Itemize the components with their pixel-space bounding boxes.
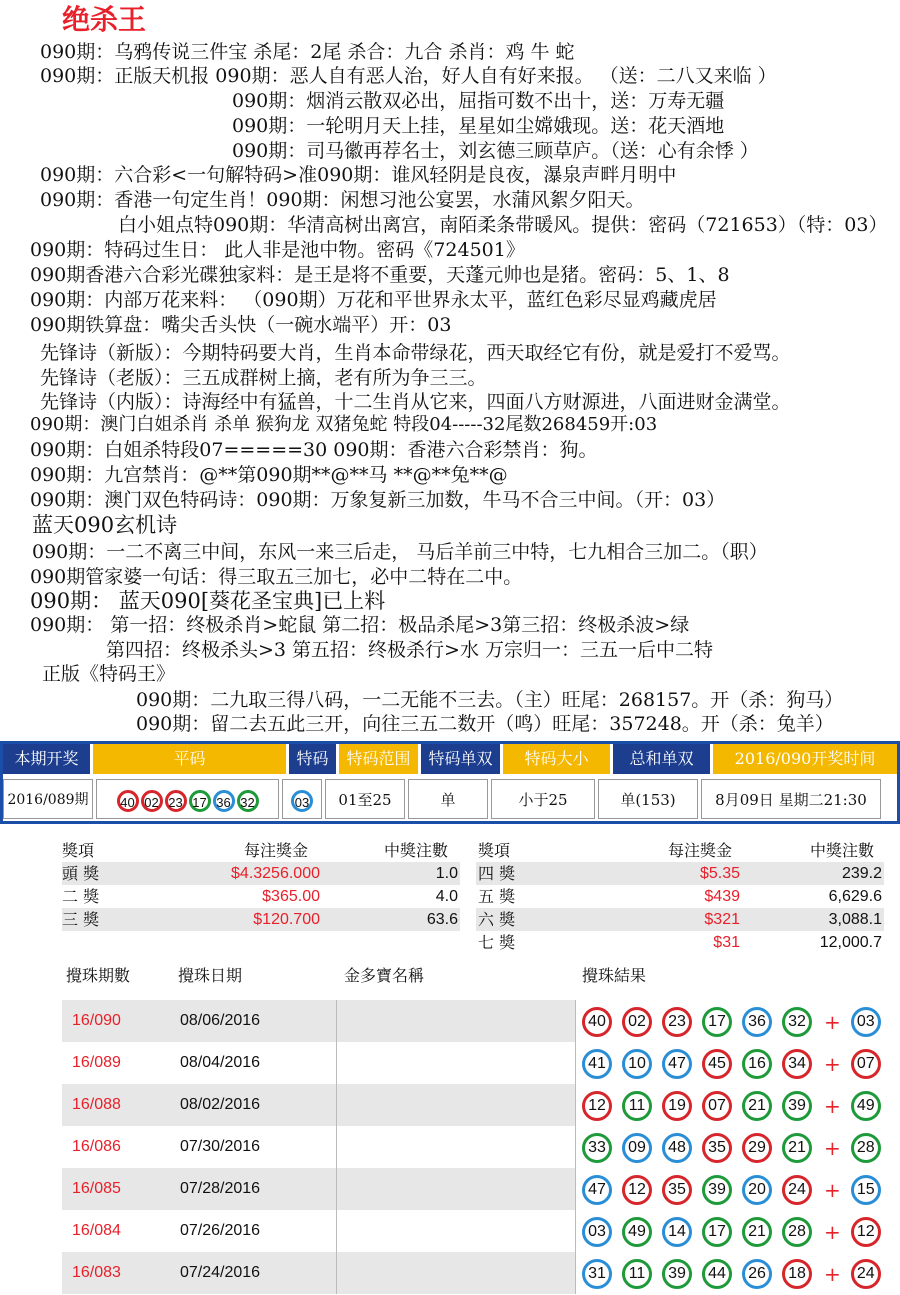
ball: 41 (582, 1049, 612, 1079)
ball: 32 (782, 1007, 812, 1037)
special-ball: 49 (851, 1091, 881, 1121)
size-cell: 小于25 (491, 779, 595, 819)
ball: 34 (782, 1049, 812, 1079)
draw-period: 16/083 (72, 1264, 121, 1281)
ball: 36 (742, 1007, 772, 1037)
ball: 47 (662, 1049, 692, 1079)
ball: 20 (742, 1175, 772, 1205)
ball: 33 (582, 1133, 612, 1163)
ball: 17 (702, 1217, 732, 1247)
text-line: 正版《特码王》 (42, 663, 176, 685)
table-row (62, 1168, 884, 1210)
page-title: 绝杀王 (62, 3, 147, 36)
draw-period: 16/086 (72, 1138, 121, 1155)
ball: 31 (582, 1259, 612, 1289)
ball: 14 (662, 1217, 692, 1247)
prize-count: 1.0 (435, 865, 458, 882)
info-value-row (3, 777, 897, 821)
text-line: 090期：九宫禁肖：@**第090期**@**马 **@**兔**@ (30, 464, 508, 486)
plus-sign: + (824, 1219, 841, 1244)
text-line: 090期： 第一招：终极杀肖>蛇鼠 第二招：极品杀尾>3第三招：终极杀波>绿 (30, 614, 690, 636)
text-line: 先锋诗（老版）：三五成群树上摘，老有所为争三三。 (40, 367, 487, 389)
special-ball: 12 (851, 1217, 881, 1247)
text-line: 090期： 蓝天090[葵花圣宝典]已上料 (30, 589, 386, 613)
text-line: 先锋诗（新版）：今期特码要大肖，生肖本命带绿花，西天取经它有份，就是爱打不爱骂。 (40, 342, 791, 364)
table-row (62, 1084, 884, 1126)
prize-count: 3,088.1 (828, 911, 882, 928)
prize-count: 12,000.7 (819, 934, 882, 951)
history-header-period: 攪珠期數 (66, 966, 131, 985)
text-line: 090期：乌鸦传说三件宝 杀尾：2尾 杀合：九合 杀肖：鸡 牛 蛇 (40, 41, 575, 63)
header-special: 特码 (289, 744, 339, 774)
ball: 17 (702, 1007, 732, 1037)
special-ball: 28 (851, 1133, 881, 1163)
draw-date: 07/28/2016 (180, 1180, 261, 1197)
prize-header-amount: 每注獎金 (244, 841, 309, 860)
ball: 35 (662, 1175, 692, 1205)
ball: 48 (662, 1133, 692, 1163)
draw-name-cell (336, 1210, 576, 1252)
ball: 02 (141, 790, 163, 812)
plus-sign: + (824, 1051, 841, 1076)
text-line: 090期：一轮明月天上挂，星星如尘嫦娥现。送：花天酒地 (232, 115, 725, 137)
header-sum-odd-even: 总和单双 (613, 744, 713, 774)
draw-name-cell (336, 1168, 576, 1210)
ball: 39 (702, 1175, 732, 1205)
ball: 11 (622, 1259, 652, 1289)
draw-date: 07/26/2016 (180, 1222, 261, 1239)
ball: 21 (742, 1091, 772, 1121)
ball: 29 (742, 1133, 772, 1163)
ball: 12 (622, 1175, 652, 1205)
prize-amount: $5.35 (699, 865, 740, 882)
ball: 03 (582, 1217, 612, 1247)
text-line: 090期：烟消云散双必出，屈指可数不出十，送：万寿无疆 (232, 90, 725, 112)
draw-date: 07/24/2016 (180, 1264, 261, 1281)
ball: 19 (662, 1091, 692, 1121)
prize-amount: $321 (704, 911, 740, 928)
plus-sign: + (824, 1177, 841, 1202)
history-header-name: 金多寶名稱 (344, 966, 425, 985)
ball: 40 (582, 1007, 612, 1037)
text-line: 第四招：终极杀头>3 第五招：终极杀行>水 万宗归一：三五一后中二特 (106, 639, 714, 661)
draw-name-cell (336, 1000, 576, 1042)
prize-amount: $365.00 (262, 888, 320, 905)
text-line: 090期：特码过生日： 此人非是池中物。密码《724501》 (30, 239, 525, 261)
draw-date: 07/30/2016 (180, 1138, 261, 1155)
ball: 07 (702, 1091, 732, 1121)
prize-amount: $4.3256.000 (231, 865, 320, 882)
prize-row (62, 908, 460, 931)
ball: 02 (622, 1007, 652, 1037)
history-header-results: 攪珠結果 (582, 966, 647, 985)
text-line: 090期：香港一句定生肖！090期：闲想习池公宴罢，水蒲风絮夕阳天。 (40, 189, 645, 211)
ball: 09 (622, 1133, 652, 1163)
special-ball: 15 (851, 1175, 881, 1205)
prize-header-name: 獎項 (62, 841, 95, 860)
text-line: 090期：澳门白姐杀肖 杀单 猴狗龙 双猪兔蛇 特段04-----32尾数268459开:03 (30, 414, 658, 435)
prize-row (476, 908, 884, 931)
draw-date: 08/06/2016 (180, 1012, 261, 1029)
text-line: 090期：白姐杀特段07=====30 090期：香港六合彩禁肖：狗。 (30, 439, 598, 461)
regular-balls-cell (96, 779, 279, 819)
history-header-date: 攪珠日期 (178, 966, 243, 985)
ball: 39 (662, 1259, 692, 1289)
text-line: 白小姐点特090期：华清高树出离宫，南陌柔条带暖风。提供：密码（721653）（特：03） (118, 214, 888, 236)
prize-name: 二 獎 (62, 887, 100, 906)
text-line: 090期：澳门双色特码诗：090期：万象复新三加数，牛马不合三中间。（开：03） (30, 489, 726, 511)
prize-count: 6,629.6 (828, 888, 882, 905)
ball: 32 (237, 790, 259, 812)
prize-name: 四 獎 (478, 864, 516, 883)
ball: 16 (742, 1049, 772, 1079)
draw-period: 16/085 (72, 1180, 121, 1197)
ball: 45 (702, 1049, 732, 1079)
plus-sign: + (824, 1093, 841, 1118)
table-row (62, 1126, 884, 1168)
prize-header-count: 中獎注數 (384, 841, 449, 860)
text-line: 090期：一二不离三中间，东风一来三后走， 马后羊前三中特，七九相合三加二。（职） (32, 541, 768, 563)
ball: 44 (702, 1259, 732, 1289)
ball: 39 (782, 1091, 812, 1121)
next-time-cell: 8月09日 星期二21:30 (701, 779, 881, 819)
text-line: 090期：司马徽再荐名士，刘玄德三顾草庐。（送：心有余悸 ） (232, 140, 759, 162)
ball: 23 (165, 790, 187, 812)
draw-period: 16/089 (72, 1054, 121, 1071)
period-cell: 2016/089期 (3, 779, 93, 819)
ball: 23 (662, 1007, 692, 1037)
text-line: 090期：六合彩<一句解特码>准090期：谁风轻阴是良夜，瀑泉声畔月明中 (40, 164, 677, 186)
range-cell: 01至25 (325, 779, 405, 819)
text-line: 090期铁算盘：嘴尖舌头快（一碗水端平）开：03 (30, 314, 452, 336)
prize-row (476, 885, 884, 908)
draw-results (576, 1084, 884, 1126)
prize-header-amount: 每注獎金 (668, 841, 733, 860)
ball: 11 (622, 1091, 652, 1121)
header-this-draw: 本期开奖 (3, 744, 93, 774)
table-row (62, 1252, 884, 1294)
ball: 40 (117, 790, 139, 812)
header-size: 特码大小 (503, 744, 613, 774)
table-row (62, 1210, 884, 1252)
draw-results (576, 1210, 884, 1252)
ball: 49 (622, 1217, 652, 1247)
header-next-time: 2016/090开奖时间 (713, 744, 897, 774)
prize-name: 三 獎 (62, 910, 100, 929)
draw-date: 08/04/2016 (180, 1054, 261, 1071)
prize-name: 五 獎 (478, 887, 516, 906)
draw-period: 16/084 (72, 1222, 121, 1239)
special-ball: 03 (291, 790, 313, 812)
prize-count: 63.6 (426, 911, 458, 928)
special-ball-cell (282, 779, 322, 819)
text-line: 先锋诗（内版）：诗海经中有猛兽，十二生肖从它来，四面八方财源进，八面进财金满堂。 (40, 391, 791, 413)
table-row (62, 1042, 884, 1084)
draw-name-cell (336, 1252, 576, 1294)
ball: 24 (782, 1175, 812, 1205)
sum-odd-even-cell: 单(153) (598, 779, 698, 819)
draw-name-cell (336, 1084, 576, 1126)
prize-count: 239.2 (841, 865, 882, 882)
prize-amount: $439 (704, 888, 740, 905)
text-line: 090期：内部万花来料： （090期）万花和平世界永太平，蓝红色彩尽显鸡藏虎居 (30, 289, 717, 311)
info-header-row (3, 744, 897, 774)
draw-name-cell (336, 1042, 576, 1084)
draw-results (576, 1000, 884, 1042)
prize-amount: $120.700 (253, 911, 320, 928)
special-ball: 03 (851, 1007, 881, 1037)
text-line: 090期：二九取三得八码，一二无能不三去。（主）旺尾：268157。开（杀：狗马） (136, 689, 844, 711)
prize-name: 七 獎 (478, 933, 516, 952)
ball: 28 (782, 1217, 812, 1247)
odd-even-cell: 单 (408, 779, 488, 819)
draw-results (576, 1126, 884, 1168)
prize-row (62, 862, 460, 885)
text-line: 090期：正版天机报 090期：恶人自有恶人治，好人自有好来报。 （送：二八又来临 ） (40, 65, 777, 87)
prize-amount: $31 (713, 934, 740, 951)
table-row (62, 1000, 884, 1042)
draw-results (576, 1168, 884, 1210)
header-odd-even: 特码单双 (421, 744, 503, 774)
header-range: 特码范围 (339, 744, 421, 774)
prize-row (62, 885, 460, 908)
ball: 10 (622, 1049, 652, 1079)
prize-count: 4.0 (435, 888, 458, 905)
ball: 21 (782, 1133, 812, 1163)
draw-results (576, 1252, 884, 1294)
prize-row (476, 931, 884, 954)
text-line: 090期管家婆一句话：得三取五三加七，必中二特在二中。 (30, 566, 523, 588)
special-ball: 24 (851, 1259, 881, 1289)
draw-date: 08/02/2016 (180, 1096, 261, 1113)
prize-name: 六 獎 (478, 910, 516, 929)
draw-name-cell (336, 1126, 576, 1168)
text-line: 090期：留二去五此三开，向往三五二数开（鸣）旺尾：357248。开（杀：兔羊） (136, 713, 834, 735)
ball: 18 (782, 1259, 812, 1289)
ball: 17 (189, 790, 211, 812)
ball: 35 (702, 1133, 732, 1163)
draw-period: 16/088 (72, 1096, 121, 1113)
prize-row (476, 862, 884, 885)
plus-sign: + (824, 1009, 841, 1034)
header-regular: 平码 (93, 744, 289, 774)
ball: 36 (213, 790, 235, 812)
prize-name: 頭 獎 (62, 864, 100, 883)
draw-info-table (0, 741, 900, 824)
plus-sign: + (824, 1261, 841, 1286)
ball: 21 (742, 1217, 772, 1247)
text-line: 090期香港六合彩光碟独家料：是王是将不重要，天蓬元帅也是猪。密码：5、1、8 (30, 264, 730, 286)
plus-sign: + (824, 1135, 841, 1160)
draw-period: 16/090 (72, 1012, 121, 1029)
ball: 12 (582, 1091, 612, 1121)
prize-header-name: 獎項 (478, 841, 511, 860)
draw-results (576, 1042, 884, 1084)
ball: 26 (742, 1259, 772, 1289)
special-ball: 07 (851, 1049, 881, 1079)
ball: 47 (582, 1175, 612, 1205)
section-heading: 蓝天090玄机诗 (32, 513, 178, 537)
prize-header-count: 中獎注數 (810, 841, 875, 860)
